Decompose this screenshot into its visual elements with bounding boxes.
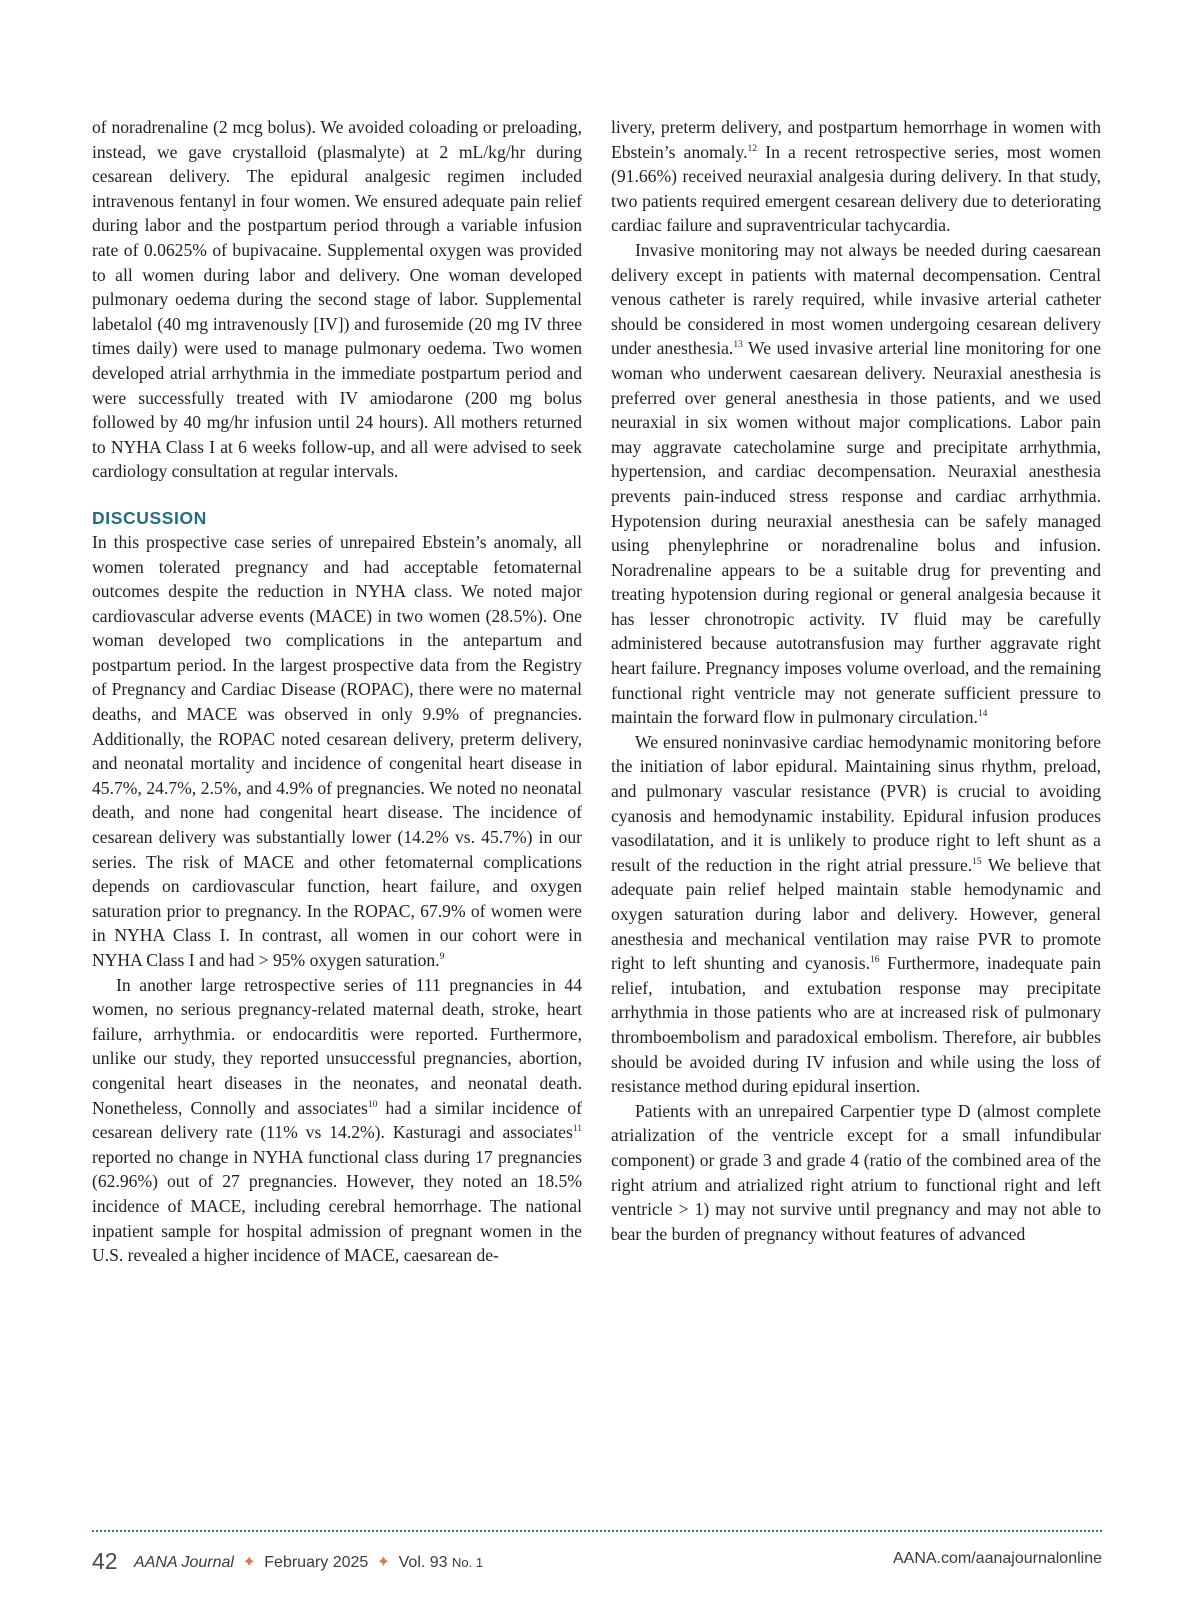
- paragraph-text: In a recent retrospective series, most women (91.66%) received neuraxial analgesia during delivery. In that study, two patients required emergent cesarean delivery due to deteriorating cardiac failure and supraventricular tachycardia.: [611, 141, 1102, 236]
- body-paragraph: [92, 530, 582, 973]
- separator-icon: ✦: [242, 1554, 256, 1571]
- volume-label: Vol. 93: [398, 1554, 448, 1571]
- right-column: [611, 115, 1101, 1246]
- body-paragraph: [611, 730, 1101, 1099]
- paragraph-text: had a similar incidence of cesarean delivery rate (11% vs 14.2%). Kasturagi and associates: [92, 1097, 582, 1143]
- body-paragraph: of noradrenaline (2 mcg bolus). We avoided coloading or preloading, instead, we gave crystalloid (plasmalyte) at 2 mL/kg/hr during cesarean delivery. The epidural analgesic regimen included intravenous fentanyl in four women. We ensured adequate pain relief during labor and the postpartum period through a variable infusion rate of 0.0625% of bupivacaine. Supplemental oxygen was provided to all women during labor and delivery. One woman developed pulmonary oedema during the second stage of labor. Supplemental labetalol (40 mg intravenously [IV]) and furosemide (20 mg IV three times daily) were used to manage pulmonary oedema. Two women developed atrial arrhythmia in the immediate postpartum period and were successfully treated with IV amiodarone (200 mg bolus followed by 40 mg/hr infusion until 24 hours). All mothers returned to NYHA Class I at 6 weeks follow-up, and all were advised to seek cardiology consultation at regular intervals.: [92, 117, 582, 482]
- paragraph-text: In this prospective case series of unrepaired Ebstein’s anomaly, all women tolerated pregnancy and had acceptable fetomaternal outcomes despite the reduction in NYHA class. We noted major cardiovascular adverse events (MACE) in two women (28.5%). One woman developed two complications in the antepartum and postpartum period. In the largest prospective data from the Registry of Pregnancy and Cardiac Disease (ROPAC), there were no maternal deaths, and MACE was observed in only 9.9% of pregnancies. Additionally, the ROPAC noted cesarean delivery, preterm delivery, and neonatal mortality and incidence of congenital heart disease in 45.7%, 24.7%, 2.5%, and 4.9% of pregnancies. We noted no neonatal death, and none had congenital heart disease. The incidence of cesarean delivery was substantially lower (14.2% vs. 45.7%) in our series. The risk of MACE and other fetomaternal complications depends on cardiovascular function, heart failure, and oxygen saturation prior to pregnancy. In the ROPAC, 67.9% of women were in NYHA Class I. In contrast, all women in our cohort were in NYHA Class I and had > 95% oxygen saturation.: [92, 531, 582, 970]
- body-paragraph: [611, 115, 1101, 238]
- body-paragraph: Patients with an unrepaired Carpentier type D (almost complete atrialization of the ventricle except for a small infundibular component) or grade 3 and grade 4 (ratio of the combined area of the right atrium and atrialized right atrium to functional right and left ventricle > 1) may not survive until pregnancy and may not able to bear the burden of pregnancy without features of advanced: [611, 1100, 1101, 1244]
- footer-divider: [92, 1530, 1102, 1532]
- body-paragraph: [611, 238, 1101, 730]
- issue-number: No. 1: [452, 1555, 484, 1570]
- left-column: [92, 115, 582, 1268]
- reference-superscript: 10: [367, 1099, 378, 1110]
- journal-name: AANA Journal: [134, 1554, 234, 1571]
- paragraph-text: reported no change in NYHA functional class during 17 pregnancies (62.96%) out of 27 pregnancies. However, they noted an 18.5% incidence of MACE, including cerebral hemorrhage. The national inpatient sample for hospital admission of pregnant women in the U.S. revealed a higher incidence of MACE, caesarean de-: [92, 1146, 582, 1266]
- paragraph-text: We ensured noninvasive cardiac hemodynamic monitoring before the initiation of labor epidural. Maintaining sinus rhythm, preload, and pulmonary vascular resistance (PVR) is crucial to avoiding cyanosis and hemodynamic instability. Epidural infusion produces vasodilatation, and it is unlikely to produce right to left shunt as a result of the reduction in the right atrial pressure.: [611, 731, 1101, 875]
- issue-date: February 2025: [264, 1554, 369, 1571]
- paragraph-text: Furthermore, inadequate pain relief, intubation, and extubation response may precipitate arrhythmia in those patients who are at increased risk of pulmonary thromboembolism and paradoxical embolism. Therefore, air bubbles should be avoided during IV infusion and while using the loss of resistance method during epidural insertion.: [611, 953, 1101, 1097]
- paragraph-text: We believe that adequate pain relief helped maintain stable hemodynamic and oxygen saturation during labor and delivery. However, general anesthesia and mechanical ventilation may raise PVR to promote right to left shunting and cyanosis.: [611, 854, 1102, 974]
- paragraph-text: We used invasive arterial line monitoring for one woman who underwent caesarean delivery. Neuraxial anesthesia is preferred over general anesthesia in those patients, and we used neuraxial in six women without major complications. Labor pain may aggravate catecholamine surge and precipitate arrhythmia, hypertension, and cardiac decompensation. Neuraxial anesthesia prevents pain-induced stress response and cardiac arrhythmia. Hypotension during neuraxial anesthesia can be safely managed using phenylephrine or noradrenaline bolus and infusion. Noradrenaline appears to be a suitable drug for preventing and treating hypotension during regional or general analgesia because it has lesser chronotropic activity. IV fluid may be carefully administered because autotransfusion may further aggravate right heart failure. Pregnancy imposes volume overload, and the remaining functional right ventricle may not generate sufficient pressure to maintain the forward flow in pulmonary circulation.: [611, 338, 1102, 728]
- paragraph-text: livery, preterm delivery, and postpartum hemorrhage in women with Ebstein’s anomaly.: [611, 117, 1101, 162]
- reference-superscript: 14: [977, 709, 988, 720]
- page-number: 42: [92, 1548, 118, 1574]
- separator-icon: ✦: [376, 1554, 391, 1571]
- reference-superscript: 13: [733, 340, 743, 351]
- page-footer: [92, 1548, 1102, 1578]
- reference-superscript: 11: [572, 1124, 582, 1135]
- journal-website-link[interactable]: AANA.com/aanajournalonline: [892, 1550, 1102, 1567]
- reference-superscript: 16: [870, 955, 880, 966]
- paragraph-text: Invasive monitoring may not always be needed during caesarean delivery except in patients with maternal decompensation. Central venous catheter is rarely required, while invasive arterial catheter should be considered in most women undergoing cesarean delivery under anesthesia.: [611, 239, 1101, 359]
- footer-journal-info: [92, 1548, 483, 1575]
- reference-superscript: 15: [972, 856, 982, 867]
- section-heading-discussion: DISCUSSION: [92, 507, 207, 528]
- reference-superscript: 12: [747, 143, 758, 154]
- paragraph-text: In another large retrospective series of 111 pregnancies in 44 women, no serious pregnancy-related maternal death, stroke, heart failure, arrhythmia. or endocarditis were reported. Furthermore, unlike our study, they reported unsuccessful pregnancies, abortion, congenital heart diseases in the neonates, and neonatal death. Nonetheless, Connolly and associates: [92, 974, 582, 1118]
- reference-superscript: 9: [439, 952, 445, 962]
- body-paragraph: [92, 973, 582, 1268]
